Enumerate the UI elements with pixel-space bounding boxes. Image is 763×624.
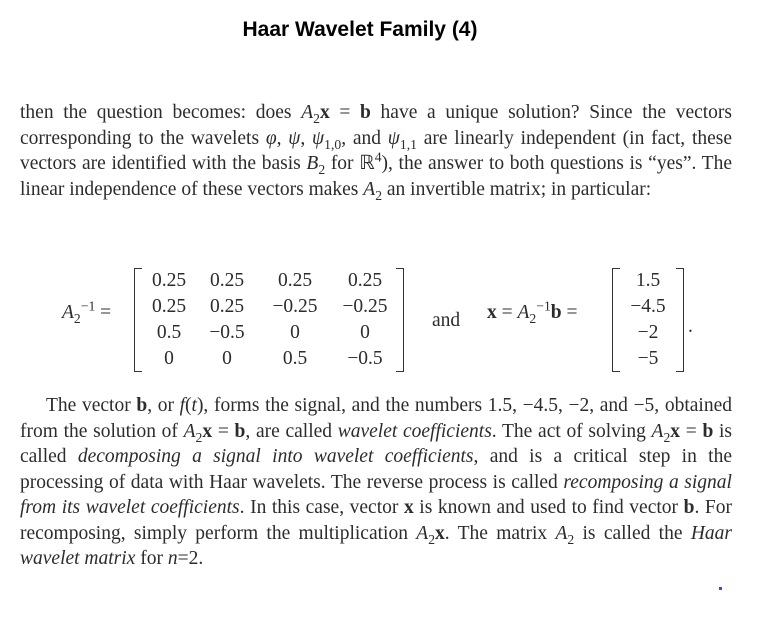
equation-period: .: [688, 316, 693, 337]
matrix-cell: 0: [290, 322, 300, 343]
vector-cell: 1.5: [635, 270, 661, 291]
matrix-cell: 0.25: [347, 270, 383, 291]
equation-rhs: $x = A_2^{-1}b$ =: [487, 298, 578, 326]
coefficient-vector: [612, 268, 684, 372]
vector-cell: −2: [637, 322, 659, 343]
page-title: Haar Wavelet Family (4): [242, 18, 478, 41]
vector-cell: −4.5: [630, 296, 666, 317]
matrix-cell: 0: [360, 322, 370, 343]
matrix-cell: 0: [164, 348, 174, 369]
matrix-cell: −0.25: [272, 296, 318, 317]
matrix-cell: 0.5: [156, 322, 182, 343]
matrix-cell: −0.25: [342, 296, 388, 317]
matrix-cell: 0.25: [209, 270, 245, 291]
matrix-cell: 0.25: [277, 270, 313, 291]
matrix-cell: 0.25: [151, 296, 187, 317]
explanation-paragraph: The vector b, or f(t), forms the signal, and the numbers 1.5, −4.5, −2, and −5, obtained from the solution of $A_2x = b$, are called wavelet coefficients. The act of solving $A_2x = b$ is called decomposing a signal into wavelet coefficients, and is a critical step in the processing of data with Haar wavelets. The reverse process is called recomposing a signal from its wavelet coefficients. In this case, vector x is known and used to find vector b. For recomposing, simply perform the multiplication $A_2x$. The matrix $A_2$ is called the Haar wavelet matrix for n=2.: [20, 395, 733, 569]
vector-cell: −5: [637, 348, 659, 369]
equation-lhs: $A_2^{-1}$ =: [62, 298, 112, 326]
equation-and: and: [432, 310, 461, 331]
matrix-cell: 0: [222, 348, 232, 369]
matrix-cell: −0.5: [347, 348, 383, 369]
matrix-cell: 0.25: [209, 296, 245, 317]
stray-dot: [719, 587, 722, 590]
inverse-matrix: [134, 268, 404, 372]
matrix-cell: 0.5: [282, 348, 308, 369]
matrix-cell: −0.5: [209, 322, 245, 343]
inverse-matrix-equation: [0, 262, 763, 374]
matrix-cell: 0.25: [151, 270, 187, 291]
intro-paragraph: then the question becomes: does $A_2x = b$ have a unique solution? Since the vectors corresponding to the wavelets φ, ψ, $\psi_{1,0}$, and $\psi_{1,1}$ are linearly independent (in fact, these vectors are identified with the basis $B_2$ for ℝ$^4$), the answer to both questions is “yes”. The linear independence of these vectors makes $A_2$ an invertible matrix; in particular:: [20, 102, 733, 203]
